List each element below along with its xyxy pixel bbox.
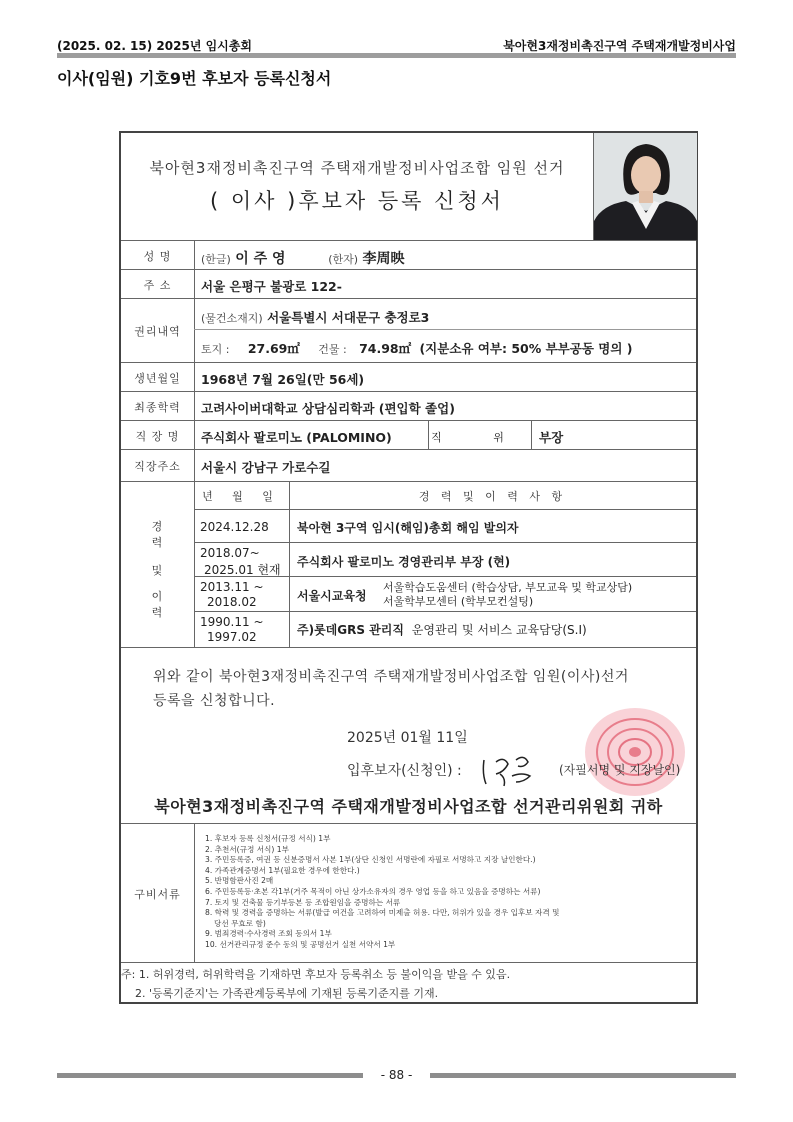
rights-divider (194, 329, 696, 330)
career-row3-date-start: 2013.11 ~ (200, 580, 264, 594)
name-row (121, 240, 696, 270)
career-row3-line1: 서울학습도움센터 (학습상담, 부모교육 및 학교상담) (383, 581, 633, 594)
career-row1-content: 북아현 3구역 임시(해임)총회 해임 발의자 (297, 521, 519, 535)
birth-row (121, 362, 696, 392)
doc-item: 8. 학력 및 경력을 증명하는 서류(발급 여건을 고려하여 미제출 허용. 다만, 허위가 있을 경우 입후보 자격 및 (205, 908, 560, 918)
work-address-row (121, 449, 696, 482)
page-number: - 88 - (380, 1068, 413, 1082)
documents-list (205, 834, 559, 951)
career-content-header: 경 력 및 이 력 사 항 (418, 490, 567, 503)
hangul-name: 이 주 영 (235, 251, 286, 267)
birth-label: 생년월일 (121, 363, 195, 392)
addressee: 북아현3재정비촉진구역 주택재개발정비사업조합 선거관리위원회 귀하 (154, 797, 663, 816)
career-row3-date-end: 2018.02 (207, 595, 257, 609)
career-row4-date-start: 1990.11 ~ (200, 615, 264, 629)
hanja-tag: (한자) (328, 253, 359, 266)
rights-location (201, 308, 429, 326)
name-value (201, 248, 404, 268)
form-title-line1: 북아현3재정비촉진구역 주택재개발정비사업조합 임원 선거 (149, 159, 565, 177)
location-value: 서울특별시 서대문구 충정로3 (267, 310, 430, 325)
career-row2-date-start: 2018.07~ (200, 546, 260, 560)
career-row2-content: 주식회사 팔로미노 경영관리부 부장 (현) (297, 555, 511, 569)
workplace-label: 직 장 명 (121, 421, 195, 450)
work-address-label: 직장주소 (121, 450, 195, 482)
note-item: 주: 1. 허위경력, 허위학력을 기재하면 후보자 등록취소 등 불이익을 받을 수 있음. (121, 968, 511, 981)
career-char-2: 력 (151, 536, 164, 549)
rights-label: 권리내역 (121, 299, 195, 363)
address-value: 서울 은평구 불광로 122- (201, 279, 342, 294)
doc-item: 당선 무효로 함) (214, 918, 266, 928)
doc-item: 3. 주민등록증, 여권 등 신분증명서 사본 1부(상단 신청인 서명란에 자필로 서명하고 지장 날인한다.) (205, 855, 536, 865)
hanja-name: 李周映 (362, 251, 405, 267)
header-rule (57, 53, 736, 58)
candidate-photo-image (594, 133, 697, 240)
workplace-value: 주식회사 팔로미노 (PALOMINO) (201, 430, 392, 445)
career-row4-content (297, 621, 587, 638)
documents-label: 구비서류 (121, 824, 195, 963)
position-value: 부장 (539, 430, 564, 445)
signer-label: 입후보자(신청인) : (347, 763, 462, 779)
work-address-value: 서울시 강남구 가로수길 (201, 460, 331, 475)
doc-item: 2. 추천서(규정 서식) 1부 (205, 844, 289, 854)
form-heading (121, 133, 593, 240)
career-date-header: 년 월 일 (202, 490, 281, 503)
career-row3-org: 서울시교육청 (297, 589, 367, 603)
name-label: 성 명 (121, 241, 195, 270)
fingerprint-stamp (579, 700, 694, 805)
career-label (121, 482, 195, 648)
birth-value: 1968년 7월 26일(만 56세) (201, 372, 365, 387)
documents-section (121, 823, 696, 963)
signature-mark (478, 746, 548, 790)
page-title: 이사(임원) 기호9번 후보자 등록신청서 (57, 69, 332, 88)
doc-item: 9. 범죄경력·수사경력 조회 동의서 1부 (205, 929, 332, 939)
career-row4-date-end: 1997.02 (207, 630, 257, 644)
workplace-row (121, 420, 696, 450)
form-title-line2: ( 이사 )후보자 등록 신청서 (210, 189, 504, 213)
hangul-tag: (한글) (201, 253, 231, 266)
education-row (121, 391, 696, 421)
career-char-5: 력 (151, 606, 164, 619)
notes (121, 965, 510, 1003)
career-char-4: 이 (151, 590, 164, 603)
career-row3-line2: 서울학부모센터 (학부모컨설팅) (383, 595, 534, 608)
education-value: 고려사이버대학교 상담심리학과 (편입학 졸업) (201, 401, 455, 416)
header-meeting-label: (2025. 02. 15) 2025년 임시총회 (57, 39, 252, 53)
candidate-photo (593, 133, 697, 240)
address-label: 주 소 (121, 270, 195, 299)
address-row (121, 269, 696, 299)
career-row2-date-end: 2025.01 현재 (204, 563, 281, 577)
application-date: 2025년 01월 11일 (347, 730, 468, 746)
position-label: 직 위 (431, 431, 528, 444)
land-label: 토지 : (201, 343, 230, 356)
application-line1: 위와 같이 북아현3재정비촉진구역 주택재개발정비사업조합 임원(이사)선거 (153, 669, 629, 685)
ownership-note: (지분소유 여부: 50% 부부공동 명의 ) (419, 341, 633, 356)
career-char-1: 경 (151, 520, 164, 533)
note-item: 2. '등록기준지'는 가족관계등록부에 기재된 등록기준지를 기재. (121, 987, 439, 1000)
notes-section (121, 962, 696, 1003)
signature-note: (자필서명 및 지장날인) (559, 763, 681, 777)
career-section (121, 481, 696, 648)
career-char-3: 및 (151, 564, 164, 577)
doc-item: 1. 후보자 등록 신청서(규정 서식) 1부 (205, 834, 331, 843)
doc-item: 6. 주민등록등·초본 각1부(거주 목적이 아닌 상가소유자의 경우 영업 등을 하고 있음을 증명하는 서류) (205, 886, 541, 896)
rights-row (121, 298, 696, 363)
doc-item: 5. 반명함판사진 2매 (205, 876, 274, 886)
education-label: 최종학력 (121, 392, 195, 421)
doc-item: 7. 토지 및 건축물 등기부등본 등 조합원임을 증명하는 서류 (205, 897, 401, 907)
building-value: 74.98㎡ (359, 341, 412, 356)
location-tag: (물건소재지) (201, 312, 263, 325)
building-label: 건물 : (318, 343, 347, 356)
doc-item: 10. 선거관리규정 준수 동의 및 공명선거 실천 서약서 1부 (205, 939, 396, 949)
land-value: 27.69㎡ (247, 341, 300, 356)
registration-form (119, 131, 698, 1004)
header-project-label: 북아현3재정비촉진구역 주택재개발정비사업 (503, 39, 736, 53)
application-section (121, 647, 696, 824)
rights-area (201, 339, 632, 357)
career-row4-line1: 운영관리 및 서비스 교육담당(S.I) (411, 623, 587, 637)
career-row1-date: 2024.12.28 (200, 520, 269, 534)
doc-item: 4. 가족관계증명서 1부(필요한 경우에 한한다.) (205, 865, 360, 875)
application-line2: 등록을 신청합니다. (153, 693, 276, 709)
career-row4-org: 주)롯데GRS 관리직 (297, 623, 404, 637)
